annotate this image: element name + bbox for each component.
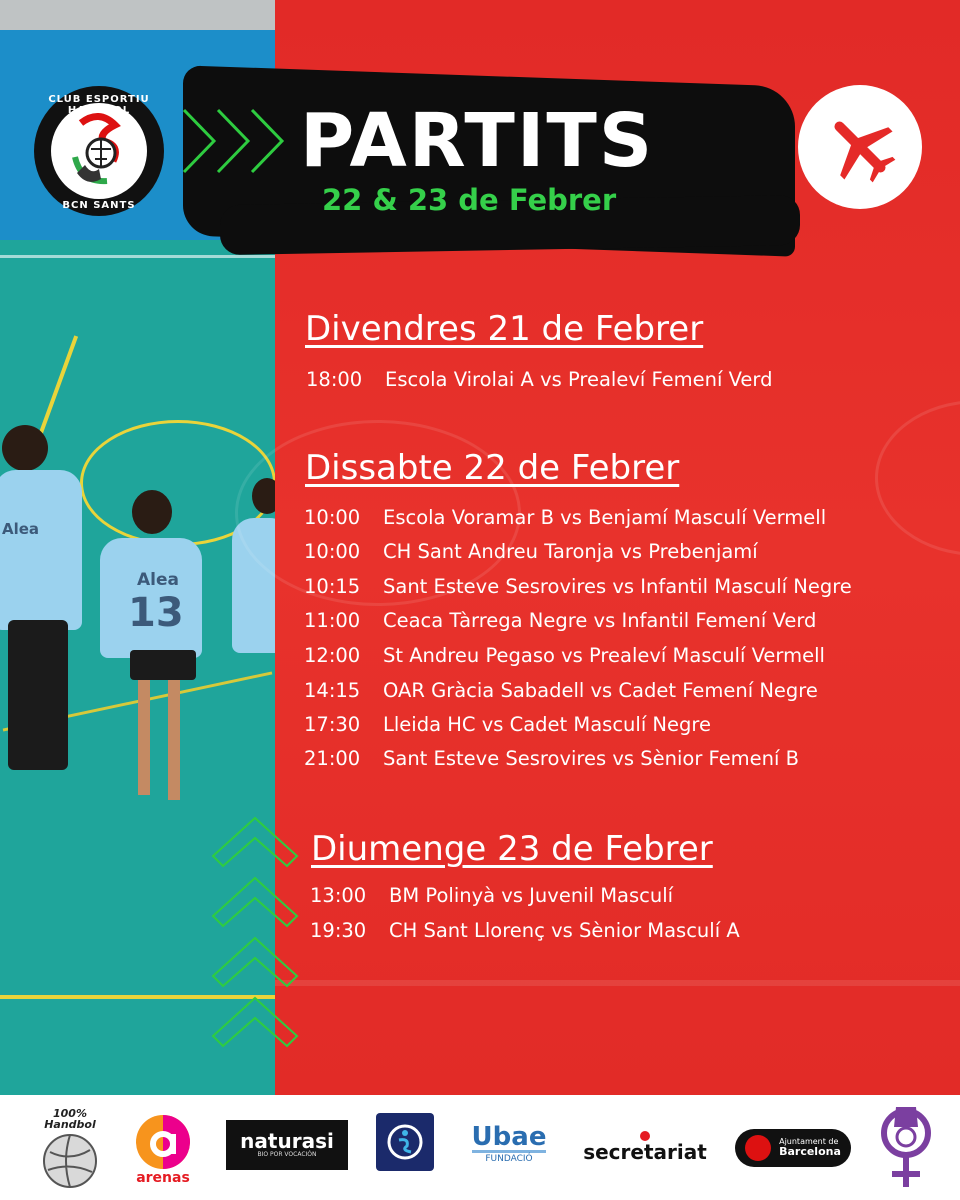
shirt-number: 13 xyxy=(128,590,184,636)
match-row xyxy=(304,646,825,666)
match-row xyxy=(304,681,818,701)
match-row xyxy=(304,715,711,735)
handball-icon xyxy=(51,103,147,199)
match-time: 10:00 xyxy=(304,506,361,529)
sponsor-ajuntament-bottom: Barcelona xyxy=(779,1145,841,1159)
player-legs xyxy=(8,620,68,770)
shirt-name: Alea xyxy=(2,520,40,538)
running-figure-icon xyxy=(385,1122,425,1162)
player-shorts xyxy=(130,650,196,680)
sponsor-ajuntament-top: Ajuntament de xyxy=(779,1136,839,1146)
court-line xyxy=(0,255,275,258)
sponsor-handbol-top: 100% xyxy=(53,1107,87,1121)
match-time: 18:00 xyxy=(306,368,363,391)
club-logo xyxy=(34,86,164,216)
match-time: 11:00 xyxy=(304,609,361,632)
player-leg xyxy=(138,680,150,795)
court-line xyxy=(275,980,960,986)
sponsor-ajuntament xyxy=(735,1129,851,1167)
match-teams: Sant Esteve Sesrovires vs Infantil Masculí Negre xyxy=(383,575,852,598)
match-teams: Escola Voramar B vs Benjamí Masculí Vermell xyxy=(383,506,827,529)
match-time: 14:15 xyxy=(304,679,361,702)
club-name-top: CLUB ESPORTIU HANDBOL xyxy=(48,94,150,116)
chevrons-icon xyxy=(178,104,288,178)
sponsor-ubae-name: Ubae xyxy=(471,1122,547,1153)
away-badge xyxy=(798,85,922,209)
match-teams: OAR Gràcia Sabadell vs Cadet Femení Negre xyxy=(383,679,818,702)
player-leg xyxy=(168,680,180,800)
match-row xyxy=(304,577,852,597)
sponsor-ubae xyxy=(462,1117,556,1173)
match-teams: Lleida HC vs Cadet Masculí Negre xyxy=(383,713,711,736)
day-heading-friday: Divendres 21 de Febrer xyxy=(305,309,704,349)
match-time: 21:00 xyxy=(304,747,361,770)
match-row xyxy=(304,749,799,769)
sponsor-100-handbol xyxy=(30,1103,110,1195)
match-row xyxy=(306,370,772,390)
sponsor-naturasi-name: naturasi xyxy=(240,1128,334,1153)
match-row xyxy=(304,611,816,631)
day-heading-sunday: Diumenge 23 de Febrer xyxy=(311,829,713,869)
sponsor-arenas xyxy=(128,1105,198,1195)
sponsor-bar xyxy=(0,1095,960,1200)
match-row xyxy=(310,886,673,906)
match-teams: CH Sant Andreu Taronja vs Prebenjamí xyxy=(383,540,758,563)
match-time: 17:30 xyxy=(304,713,361,736)
club-logo-badge xyxy=(51,103,147,199)
match-row xyxy=(304,542,758,562)
match-teams: Escola Virolai A vs Prealeví Femení Verd xyxy=(385,368,773,391)
date-range: 22 & 23 de Febrer xyxy=(322,183,617,217)
handball-ball-icon xyxy=(40,1132,100,1190)
match-teams: Ceaca Tàrrega Negre vs Infantil Femení Verd xyxy=(383,609,817,632)
match-row xyxy=(310,921,740,941)
player-head xyxy=(2,425,48,471)
match-time: 13:00 xyxy=(310,884,367,907)
shirt-name: Alea xyxy=(137,570,179,590)
match-teams: Sant Esteve Sesrovires vs Sènior Femení B xyxy=(383,747,800,770)
sponsor-blue-logo xyxy=(376,1113,434,1171)
up-chevrons-icon xyxy=(205,808,305,1078)
match-time: 19:30 xyxy=(310,919,367,942)
match-time: 12:00 xyxy=(304,644,361,667)
arenas-logo-icon xyxy=(135,1114,191,1170)
match-time: 10:15 xyxy=(304,575,361,598)
match-teams: CH Sant Llorenç vs Sènior Masculí A xyxy=(389,919,740,942)
feminist-symbol xyxy=(872,1099,940,1195)
sponsor-secretariat xyxy=(583,1125,707,1169)
match-time: 10:00 xyxy=(304,540,361,563)
club-name-bottom: BCN SANTS xyxy=(62,200,136,211)
match-row xyxy=(304,508,826,528)
sponsor-arenas-name: arenas xyxy=(136,1169,190,1186)
player-shirt xyxy=(0,470,82,630)
airplane-icon xyxy=(820,107,900,187)
match-teams: St Andreu Pegaso vs Prealeví Masculí Vermell xyxy=(383,644,825,667)
sponsor-ubae-tag: FUNDACIÓ xyxy=(485,1154,533,1165)
sponsor-handbol-bottom: Handbol xyxy=(44,1118,96,1132)
player-head xyxy=(132,490,172,534)
photo-wall xyxy=(0,0,275,30)
sponsor-secretariat-name: secretariat xyxy=(583,1140,707,1164)
barcelona-shield-icon xyxy=(745,1135,771,1161)
match-teams: BM Polinyà vs Juvenil Masculí xyxy=(389,884,674,907)
court-line xyxy=(875,400,960,556)
sponsor-naturasi-tag: BIO POR VOCACIÓN xyxy=(257,1150,317,1158)
page-title: PARTITS xyxy=(300,98,655,184)
sponsor-naturasi xyxy=(226,1120,348,1170)
feminist-fist-icon xyxy=(876,1101,936,1193)
day-heading-saturday: Dissabte 22 de Febrer xyxy=(305,448,680,488)
